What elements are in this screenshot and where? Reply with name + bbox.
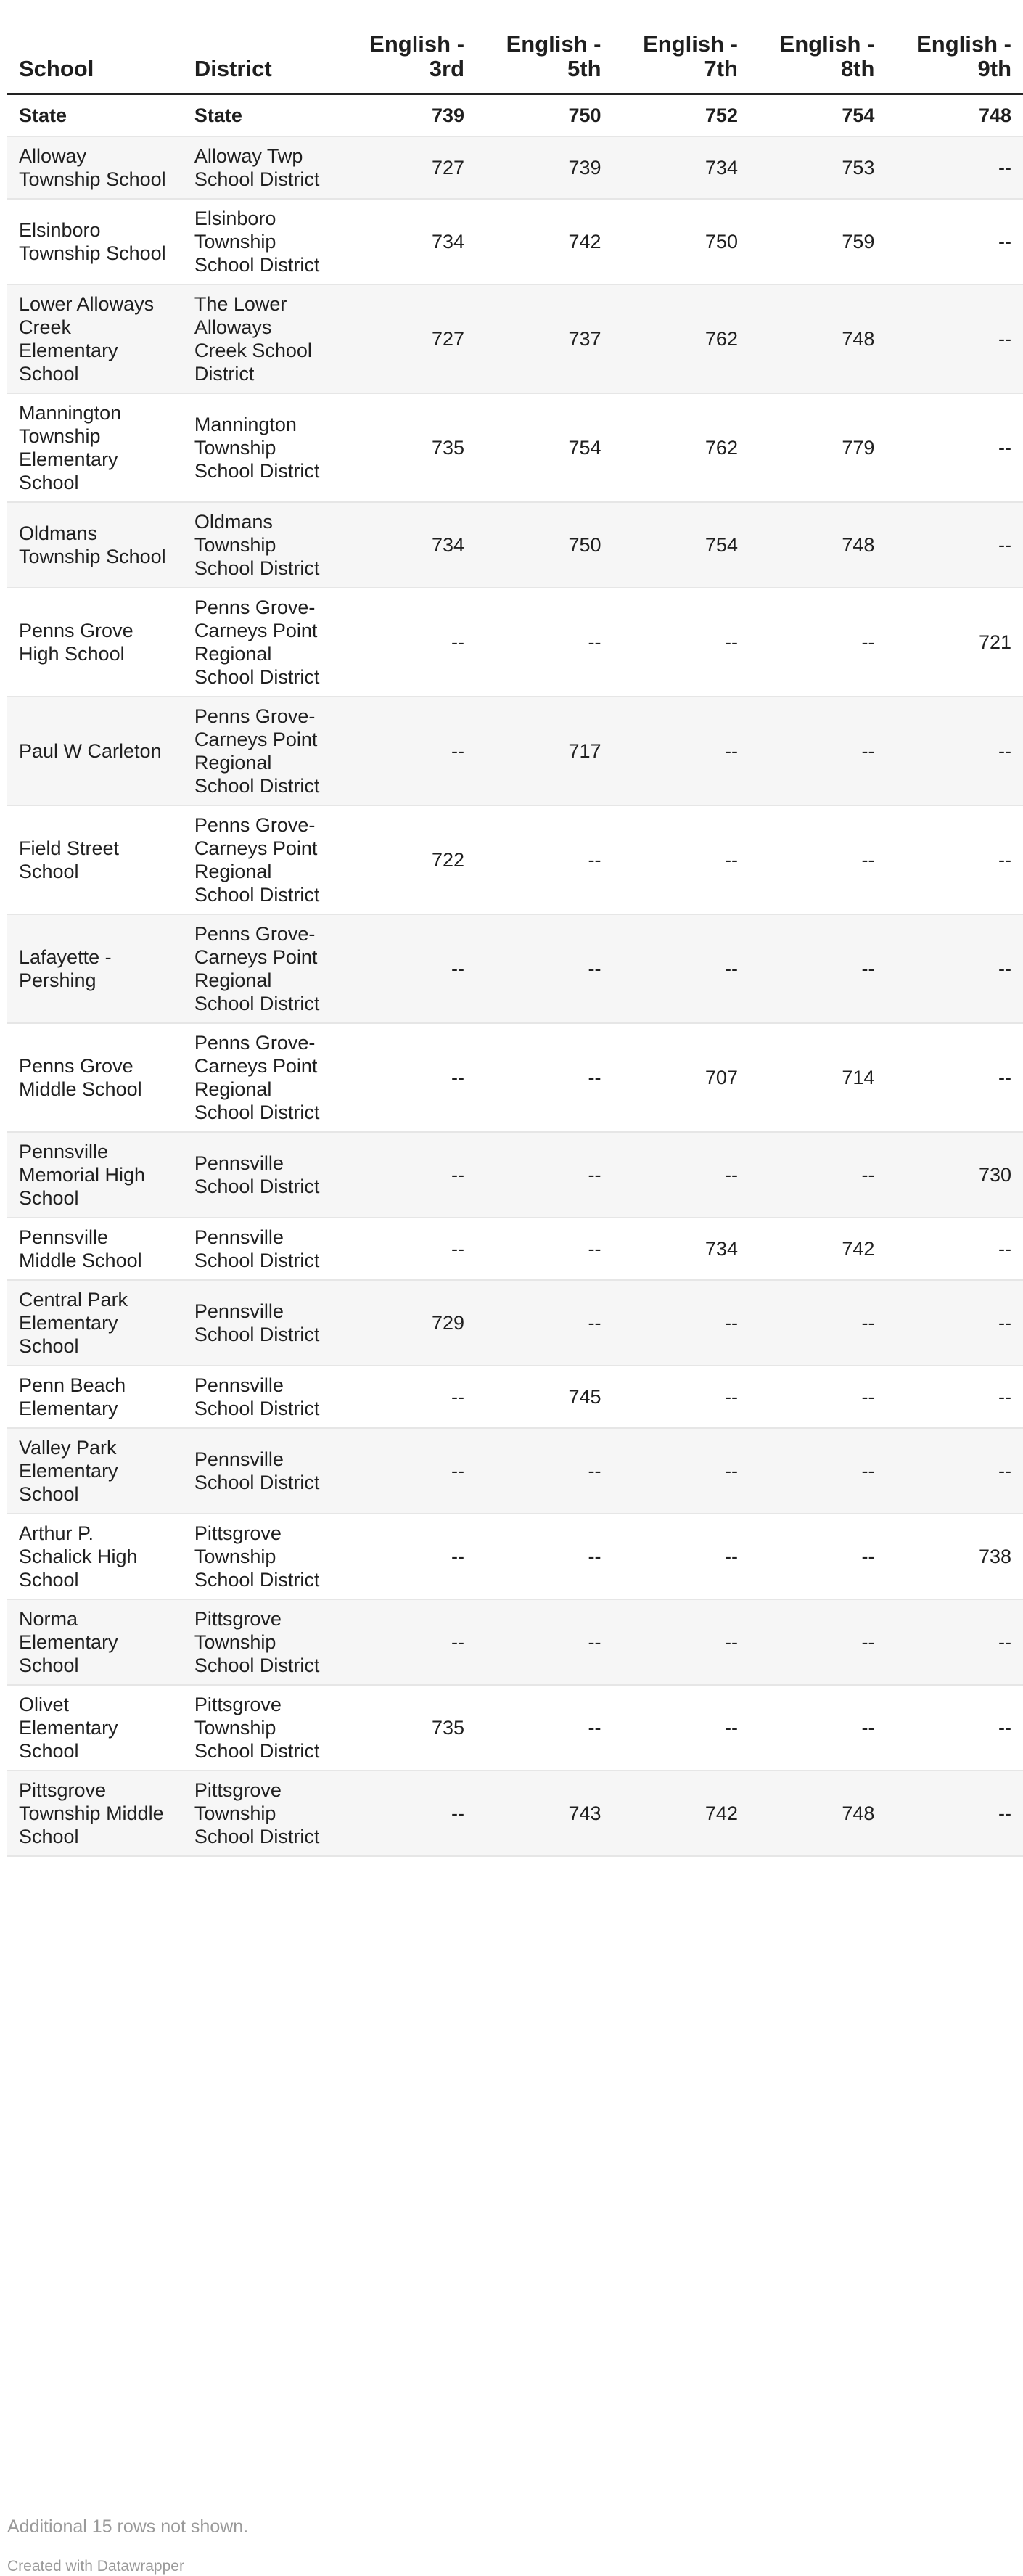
score-cell: -- xyxy=(886,1218,1023,1280)
table-row xyxy=(7,1428,1023,1514)
score-cell: -- xyxy=(749,1428,886,1514)
district-cell: Pittsgrove Township School District xyxy=(183,1771,340,1856)
score-cell: 729 xyxy=(340,1280,476,1366)
score-cell: 742 xyxy=(476,199,612,284)
school-cell: State xyxy=(7,94,183,137)
district-cell: State xyxy=(183,94,340,137)
score-cell: -- xyxy=(749,1599,886,1685)
column-header[interactable]: English - 3rd xyxy=(340,22,476,94)
district-cell: Elsinboro Township School District xyxy=(183,199,340,284)
score-cell: 748 xyxy=(749,284,886,393)
school-cell: Lower Alloways Creek Elementary School xyxy=(7,284,183,393)
score-cell: 730 xyxy=(886,1132,1023,1218)
district-cell: Pennsville School District xyxy=(183,1366,340,1428)
table-row xyxy=(7,284,1023,393)
table-row xyxy=(7,697,1023,805)
table-row xyxy=(7,1023,1023,1132)
score-cell: -- xyxy=(340,1132,476,1218)
school-cell: Lafayette - Pershing xyxy=(7,914,183,1023)
score-cell: 750 xyxy=(476,502,612,588)
district-cell: Pennsville School District xyxy=(183,1428,340,1514)
score-cell: -- xyxy=(613,914,749,1023)
school-cell: Pennsville Middle School xyxy=(7,1218,183,1280)
score-cell: -- xyxy=(613,697,749,805)
table-row xyxy=(7,588,1023,697)
score-cell: 735 xyxy=(340,393,476,502)
score-cell: -- xyxy=(749,805,886,914)
table-row xyxy=(7,1366,1023,1428)
table-row xyxy=(7,199,1023,284)
score-cell: 707 xyxy=(613,1023,749,1132)
school-cell: Paul W Carleton xyxy=(7,697,183,805)
score-cell: 754 xyxy=(476,393,612,502)
score-cell: -- xyxy=(613,1599,749,1685)
district-cell: Penns Grove-Carneys Point Regional School District xyxy=(183,588,340,697)
score-cell: 759 xyxy=(749,199,886,284)
score-cell: -- xyxy=(340,1023,476,1132)
score-cell: -- xyxy=(613,1514,749,1599)
table-row xyxy=(7,914,1023,1023)
score-cell: -- xyxy=(476,588,612,697)
score-cell: -- xyxy=(749,1132,886,1218)
school-cell: Norma Elementary School xyxy=(7,1599,183,1685)
table-body xyxy=(7,94,1023,1857)
score-cell: 714 xyxy=(749,1023,886,1132)
datawrapper-credit: Created with Datawrapper xyxy=(7,2558,184,2575)
score-cell: -- xyxy=(886,1366,1023,1428)
score-cell: -- xyxy=(613,1366,749,1428)
score-cell: -- xyxy=(476,1023,612,1132)
score-cell: -- xyxy=(886,199,1023,284)
score-cell: -- xyxy=(886,136,1023,199)
table-row xyxy=(7,1514,1023,1599)
score-cell: 742 xyxy=(749,1218,886,1280)
score-cell: 738 xyxy=(886,1514,1023,1599)
score-cell: -- xyxy=(886,1280,1023,1366)
score-cell: 762 xyxy=(613,393,749,502)
score-cell: 727 xyxy=(340,136,476,199)
score-cell: 735 xyxy=(340,1685,476,1771)
table-row xyxy=(7,1132,1023,1218)
column-header[interactable]: English - 5th xyxy=(476,22,612,94)
score-cell: 722 xyxy=(340,805,476,914)
score-cell: 737 xyxy=(476,284,612,393)
table-row xyxy=(7,805,1023,914)
column-header[interactable]: District xyxy=(183,22,340,94)
district-cell: Mannington Township School District xyxy=(183,393,340,502)
district-cell: Penns Grove-Carneys Point Regional School District xyxy=(183,697,340,805)
district-cell: Penns Grove-Carneys Point Regional School District xyxy=(183,805,340,914)
school-cell: Penns Grove High School xyxy=(7,588,183,697)
school-cell: Penn Beach Elementary xyxy=(7,1366,183,1428)
table-row xyxy=(7,136,1023,199)
score-cell: -- xyxy=(340,1366,476,1428)
score-cell: -- xyxy=(886,284,1023,393)
score-cell: -- xyxy=(340,1771,476,1856)
score-cell: -- xyxy=(476,914,612,1023)
school-cell: Mannington Township Elementary School xyxy=(7,393,183,502)
score-cell: -- xyxy=(749,697,886,805)
score-cell: -- xyxy=(613,1280,749,1366)
score-cell: -- xyxy=(613,805,749,914)
score-cell: -- xyxy=(340,1218,476,1280)
table-row xyxy=(7,1771,1023,1856)
score-cell: -- xyxy=(476,1280,612,1366)
school-cell: Pittsgrove Township Middle School xyxy=(7,1771,183,1856)
score-cell: 717 xyxy=(476,697,612,805)
table-header xyxy=(7,22,1023,94)
score-cell: -- xyxy=(476,1132,612,1218)
score-cell: 748 xyxy=(749,1771,886,1856)
score-cell: -- xyxy=(613,588,749,697)
district-cell: Pittsgrove Township School District xyxy=(183,1685,340,1771)
score-cell: 748 xyxy=(886,94,1023,137)
school-cell: Olivet Elementary School xyxy=(7,1685,183,1771)
school-cell: Field Street School xyxy=(7,805,183,914)
table-row xyxy=(7,1599,1023,1685)
score-cell: 743 xyxy=(476,1771,612,1856)
school-cell: Central Park Elementary School xyxy=(7,1280,183,1366)
district-cell: Pennsville School District xyxy=(183,1280,340,1366)
district-cell: Pennsville School District xyxy=(183,1132,340,1218)
score-cell: 754 xyxy=(613,502,749,588)
district-cell: The Lower Alloways Creek School District xyxy=(183,284,340,393)
school-cell: Pennsville Memorial High School xyxy=(7,1132,183,1218)
score-cell: 739 xyxy=(476,136,612,199)
column-header[interactable]: English - 9th xyxy=(886,22,1023,94)
score-cell: 745 xyxy=(476,1366,612,1428)
score-cell: -- xyxy=(340,914,476,1023)
score-cell: -- xyxy=(476,1685,612,1771)
score-cell: 779 xyxy=(749,393,886,502)
state-row xyxy=(7,94,1023,137)
score-cell: 750 xyxy=(613,199,749,284)
score-cell: -- xyxy=(886,1599,1023,1685)
score-cell: -- xyxy=(886,914,1023,1023)
score-cell: -- xyxy=(749,1685,886,1771)
score-cell: 734 xyxy=(613,136,749,199)
score-cell: -- xyxy=(886,1023,1023,1132)
score-cell: -- xyxy=(886,697,1023,805)
score-cell: -- xyxy=(749,588,886,697)
school-cell: Arthur P. Schalick High School xyxy=(7,1514,183,1599)
table-row xyxy=(7,1218,1023,1280)
table-row xyxy=(7,393,1023,502)
rows-not-shown-note: Additional 15 rows not shown. xyxy=(7,2516,249,2537)
score-cell: -- xyxy=(886,1685,1023,1771)
score-cell: 734 xyxy=(340,502,476,588)
score-cell: -- xyxy=(613,1132,749,1218)
score-cell: -- xyxy=(613,1428,749,1514)
score-cell: -- xyxy=(886,1428,1023,1514)
school-cell: Elsinboro Township School xyxy=(7,199,183,284)
score-cell: -- xyxy=(476,1218,612,1280)
score-cell: -- xyxy=(340,1428,476,1514)
score-cell: -- xyxy=(476,1514,612,1599)
score-cell: 734 xyxy=(613,1218,749,1280)
school-cell: Penns Grove Middle School xyxy=(7,1023,183,1132)
school-cell: Alloway Township School xyxy=(7,136,183,199)
column-header[interactable]: English - 7th xyxy=(613,22,749,94)
score-cell: 721 xyxy=(886,588,1023,697)
column-header[interactable]: English - 8th xyxy=(749,22,886,94)
score-cell: 748 xyxy=(749,502,886,588)
score-cell: 750 xyxy=(476,94,612,137)
district-cell: Pittsgrove Township School District xyxy=(183,1599,340,1685)
header-row xyxy=(7,22,1023,94)
score-cell: 753 xyxy=(749,136,886,199)
school-cell: Valley Park Elementary School xyxy=(7,1428,183,1514)
district-cell: Pennsville School District xyxy=(183,1218,340,1280)
district-cell: Oldmans Township School District xyxy=(183,502,340,588)
score-cell: 762 xyxy=(613,284,749,393)
score-cell: -- xyxy=(476,805,612,914)
score-cell: -- xyxy=(613,1685,749,1771)
score-cell: -- xyxy=(340,697,476,805)
score-cell: 752 xyxy=(613,94,749,137)
score-cell: -- xyxy=(749,1514,886,1599)
score-cell: -- xyxy=(886,393,1023,502)
district-cell: Penns Grove-Carneys Point Regional School District xyxy=(183,1023,340,1132)
table-row xyxy=(7,1280,1023,1366)
district-cell: Penns Grove-Carneys Point Regional School District xyxy=(183,914,340,1023)
table-row xyxy=(7,502,1023,588)
score-cell: -- xyxy=(886,805,1023,914)
score-cell: -- xyxy=(749,1366,886,1428)
score-cell: -- xyxy=(340,1514,476,1599)
table-row xyxy=(7,1685,1023,1771)
score-cell: 742 xyxy=(613,1771,749,1856)
scores-table xyxy=(7,22,1023,1857)
score-cell: -- xyxy=(340,588,476,697)
score-cell: 727 xyxy=(340,284,476,393)
score-cell: -- xyxy=(749,914,886,1023)
score-cell: -- xyxy=(749,1280,886,1366)
district-cell: Pittsgrove Township School District xyxy=(183,1514,340,1599)
score-cell: 734 xyxy=(340,199,476,284)
score-cell: -- xyxy=(340,1599,476,1685)
score-cell: 739 xyxy=(340,94,476,137)
score-cell: -- xyxy=(886,1771,1023,1856)
score-cell: 754 xyxy=(749,94,886,137)
column-header[interactable]: School xyxy=(7,22,183,94)
district-cell: Alloway Twp School District xyxy=(183,136,340,199)
score-cell: -- xyxy=(476,1599,612,1685)
school-cell: Oldmans Township School xyxy=(7,502,183,588)
score-cell: -- xyxy=(886,502,1023,588)
score-cell: -- xyxy=(476,1428,612,1514)
